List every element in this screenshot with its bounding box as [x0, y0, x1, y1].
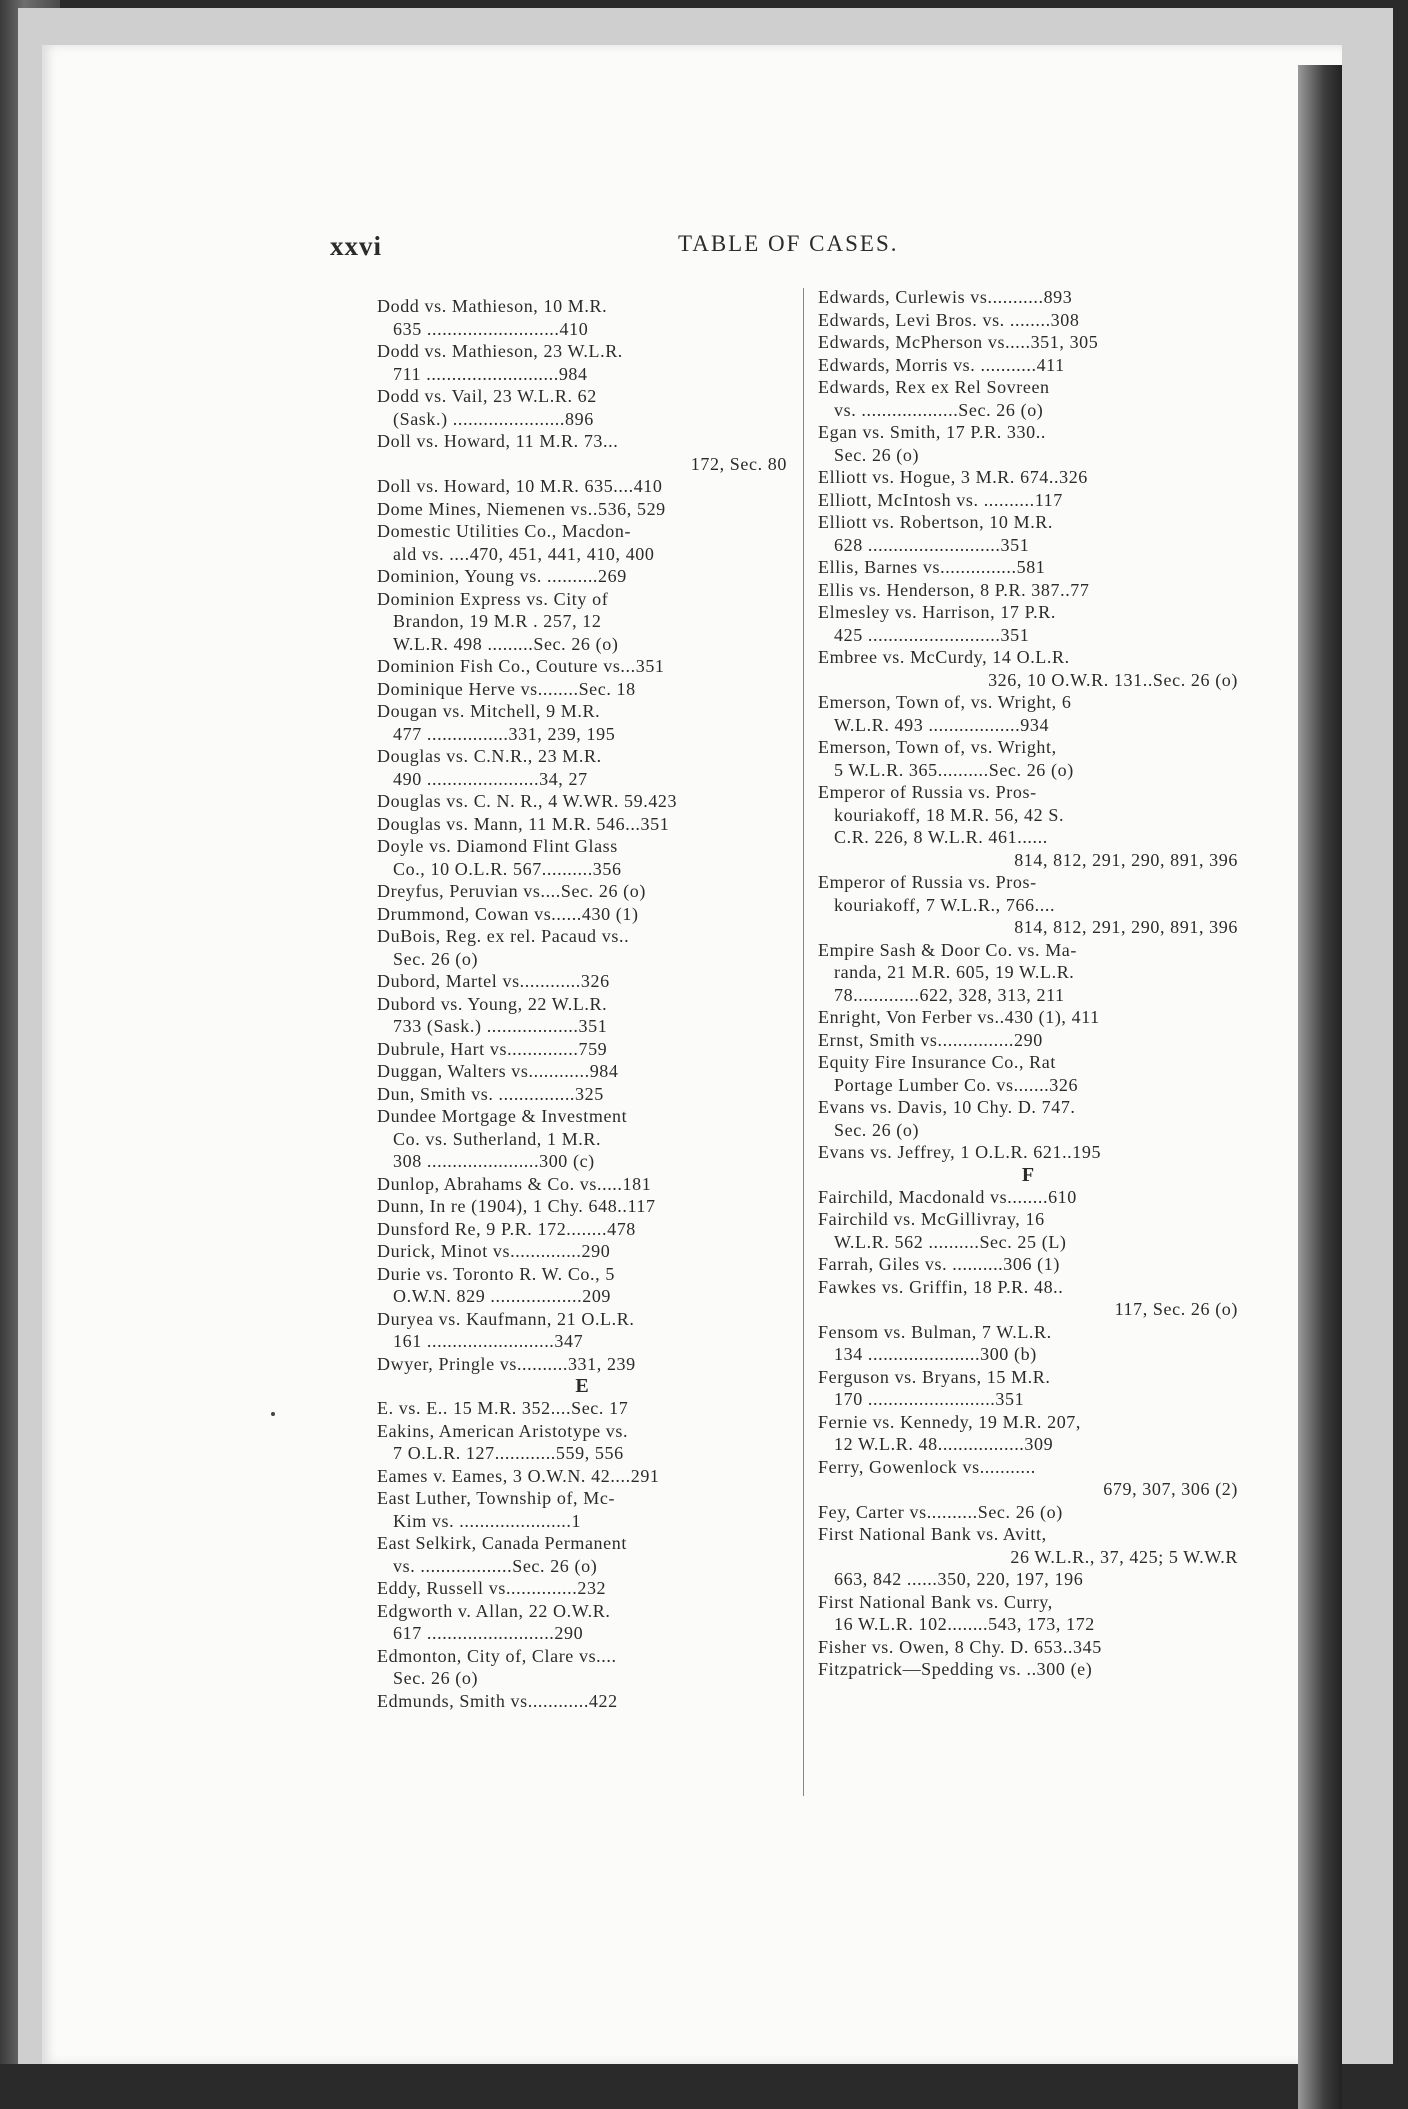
case-entry — [377, 1218, 787, 1241]
case-entry-line: Dun, Smith vs. ...............325 — [377, 1083, 604, 1104]
case-entry — [818, 1208, 1238, 1253]
case-entry-line: 161 .........................347 — [393, 1331, 584, 1351]
case-entry — [377, 1487, 787, 1532]
case-entry — [377, 340, 787, 385]
case-entry — [377, 925, 787, 970]
case-entry-line: Empire Sash & Door Co. vs. Ma- — [818, 939, 1077, 960]
case-entry-line: Dominion Express vs. City of — [377, 588, 609, 609]
case-entry-line: Fairchild vs. McGillivray, 16 — [818, 1209, 1045, 1229]
case-entry — [818, 1253, 1238, 1276]
case-entry-line: Dunsford Re, 9 P.R. 172........478 — [377, 1218, 636, 1239]
case-entry-line: Co., 10 O.L.R. 567..........356 — [393, 858, 622, 879]
case-entry-line: 733 (Sask.) ..................351 — [393, 1016, 608, 1036]
case-entry — [818, 376, 1238, 421]
case-entry-line: Durie vs. Toronto R. W. Co., 5 — [377, 1263, 615, 1284]
case-entry-line: Domestic Utilities Co., Macdon- — [377, 521, 632, 541]
case-entry — [818, 331, 1238, 354]
case-entry-line: 477 ................331, 239, 195 — [393, 723, 616, 744]
case-entry — [818, 556, 1238, 579]
case-entry — [377, 1173, 787, 1196]
case-entry-line: Fey, Carter vs..........Sec. 26 (o) — [818, 1501, 1063, 1522]
case-entry — [818, 601, 1238, 646]
case-entry — [377, 970, 787, 993]
case-entry — [377, 1600, 787, 1645]
case-entry-line: Edwards, Curlewis vs...........893 — [818, 287, 1073, 307]
case-entry — [377, 903, 787, 926]
case-entry — [818, 1096, 1238, 1141]
case-entry — [377, 1397, 787, 1420]
case-entry-line: Dunlop, Abrahams & Co. vs.....181 — [377, 1173, 652, 1194]
case-entry-line: Portage Lumber Co. vs.......326 — [834, 1074, 1079, 1095]
case-entry-line: Edwards, McPherson vs.....351, 305 — [818, 332, 1099, 352]
page-edge — [1298, 65, 1342, 2109]
case-entry — [818, 1456, 1238, 1501]
case-entry-line: Brandon, 19 M.R . 257, 12 — [393, 611, 602, 631]
case-entry — [377, 498, 787, 521]
case-entry-line: 308 ......................300 (c) — [393, 1151, 595, 1171]
case-entry-line: Fitzpatrick—Spedding vs. ..300 (e) — [818, 1659, 1093, 1679]
case-entry-line: Dunn, In re (1904), 1 Chy. 648..117 — [377, 1196, 656, 1216]
case-entry-line: 814, 812, 291, 290, 891, 396 — [1014, 917, 1238, 937]
case-entry-line: 490 ......................34, 27 — [393, 768, 588, 789]
case-entry — [818, 939, 1238, 1007]
case-entry-line: DuBois, Reg. ex rel. Pacaud vs.. — [377, 926, 630, 946]
case-entry — [377, 790, 787, 813]
case-entry — [377, 1083, 787, 1106]
case-entry — [818, 511, 1238, 556]
case-entry — [377, 1060, 787, 1083]
case-entry-line: Ferry, Gowenlock vs........... — [818, 1456, 1036, 1477]
case-entry-line: Emperor of Russia vs. Pros- — [818, 872, 1037, 892]
case-entry — [818, 354, 1238, 377]
case-entry-line: Doyle vs. Diamond Flint Glass — [377, 836, 618, 856]
case-entry-line: 628 ..........................351 — [834, 534, 1030, 555]
case-entry-line: Emerson, Town of, vs. Wright, — [818, 737, 1057, 757]
case-entry-line: Edmunds, Smith vs............422 — [377, 1690, 618, 1711]
case-entry-line: 425 ..........................351 — [834, 624, 1030, 645]
case-entry-line: Embree vs. McCurdy, 14 O.L.R. — [818, 647, 1070, 667]
case-entry-line: Duryea vs. Kaufmann, 21 O.L.R. — [377, 1308, 635, 1329]
case-entry-line: Dominique Herve vs........Sec. 18 — [377, 678, 636, 699]
case-entry — [818, 579, 1238, 602]
case-entry-line: ald vs. ....470, 451, 441, 410, 400 — [393, 543, 655, 564]
case-entry — [818, 1051, 1238, 1096]
case-entry — [377, 993, 787, 1038]
case-entry — [377, 1263, 787, 1308]
case-entry-line: Doll vs. Howard, 11 M.R. 73... — [377, 431, 619, 451]
case-entry — [818, 286, 1238, 309]
case-entry-line: Sec. 26 (o) — [393, 1668, 479, 1688]
case-entry-line: Elmesley vs. Harrison, 17 P.R. — [818, 602, 1056, 622]
case-entry — [818, 1591, 1238, 1636]
case-entry-line: 635 ..........................410 — [393, 318, 589, 339]
case-entry-line: Kim vs. ......................1 — [393, 1510, 582, 1531]
case-entry — [377, 565, 787, 588]
case-entry-line: Fisher vs. Owen, 8 Chy. D. 653..345 — [818, 1636, 1102, 1657]
case-entry-line: vs. ...................Sec. 26 (o) — [834, 399, 1044, 420]
case-entry — [818, 1141, 1238, 1164]
case-entry-line: Ernst, Smith vs...............290 — [818, 1029, 1043, 1050]
case-entry-line: randa, 21 M.R. 605, 19 W.L.R. — [834, 962, 1075, 982]
case-entry — [818, 1276, 1238, 1321]
case-entry — [377, 430, 787, 475]
case-entry-line: 814, 812, 291, 290, 891, 396 — [1014, 849, 1238, 870]
case-entry-line: Ellis vs. Henderson, 8 P.R. 387..77 — [818, 579, 1090, 600]
case-entry — [377, 880, 787, 903]
case-entry — [377, 475, 787, 498]
case-entry-line: Ferguson vs. Bryans, 15 M.R. — [818, 1366, 1051, 1387]
case-entry-line: Dominion, Young vs. ..........269 — [377, 566, 627, 586]
case-entry-line: Dubrule, Hart vs..............759 — [377, 1038, 608, 1059]
case-entry-line: First National Bank vs. Avitt, — [818, 1524, 1047, 1544]
case-entry — [818, 1186, 1238, 1209]
case-entry — [377, 385, 787, 430]
case-entry-line: Fernie vs. Kennedy, 19 M.R. 207, — [818, 1411, 1082, 1432]
case-entry-line: C.R. 226, 8 W.L.R. 461...... — [834, 827, 1048, 847]
case-entry-line: 711 ..........................984 — [393, 363, 588, 384]
case-entry-line: 134 ......................300 (b) — [834, 1344, 1037, 1364]
case-entry — [818, 1366, 1238, 1411]
case-entry — [818, 871, 1238, 939]
case-entry-line: Fairchild, Macdonald vs........610 — [818, 1186, 1077, 1207]
case-entry-line: Douglas vs. Mann, 11 M.R. 546...351 — [377, 813, 670, 834]
case-entry-line: Dubord, Martel vs............326 — [377, 971, 610, 991]
case-entry-line: Evans vs. Davis, 10 Chy. D. 747. — [818, 1097, 1076, 1117]
case-entry — [818, 1523, 1238, 1591]
right-column — [818, 286, 1238, 1681]
case-entry-line: Equity Fire Insurance Co., Rat — [818, 1052, 1056, 1072]
case-entry-line: First National Bank vs. Curry, — [818, 1591, 1053, 1612]
case-entry — [818, 1636, 1238, 1659]
case-entry-line: Emerson, Town of, vs. Wright, 6 — [818, 692, 1072, 712]
case-entry-line: 16 W.L.R. 102........543, 173, 172 — [834, 1614, 1095, 1634]
case-entry-line: 679, 307, 306 (2) — [1103, 1479, 1238, 1499]
left-column — [377, 295, 787, 1712]
case-entry — [377, 520, 787, 565]
case-entry-line: Dubord vs. Young, 22 W.L.R. — [377, 993, 608, 1014]
case-entry-line: Edgworth v. Allan, 22 O.W.R. — [377, 1600, 611, 1621]
case-entry-line: Eames v. Eames, 3 O.W.N. 42....291 — [377, 1465, 660, 1486]
case-entry-line: East Luther, Township of, Mc- — [377, 1488, 616, 1508]
case-entry — [377, 813, 787, 836]
case-entry-line: East Selkirk, Canada Permanent — [377, 1533, 627, 1553]
case-entry-line: Elliott vs. Robertson, 10 M.R. — [818, 512, 1054, 532]
case-entry-line: Dodd vs. Mathieson, 10 M.R. — [377, 296, 608, 316]
case-entry-line: 12 W.L.R. 48.................309 — [834, 1434, 1054, 1454]
case-entry — [377, 835, 787, 880]
case-entry-line: W.L.R. 498 .........Sec. 26 (o) — [393, 633, 619, 654]
case-entry-line: Douglas vs. C. N. R., 4 W.WR. 59.423 — [377, 791, 678, 811]
case-entry — [818, 421, 1238, 466]
case-entry — [377, 1105, 787, 1173]
ink-smudge — [271, 1412, 275, 1416]
case-entry-line: Fensom vs. Bulman, 7 W.L.R. — [818, 1321, 1052, 1342]
case-entry-line: 5 W.L.R. 365..........Sec. 26 (o) — [834, 759, 1074, 780]
case-entry-line: Dodd vs. Vail, 23 W.L.R. 62 — [377, 386, 597, 406]
page-title: TABLE OF CASES. — [678, 231, 899, 256]
case-entry-line: Drummond, Cowan vs......430 (1) — [377, 903, 639, 924]
case-entry-line: Douglas vs. C.N.R., 23 M.R. — [377, 746, 602, 766]
case-entry — [377, 1577, 787, 1600]
case-entry — [377, 1532, 787, 1577]
case-entry-line: Egan vs. Smith, 17 P.R. 330.. — [818, 422, 1046, 442]
case-entry-line: (Sask.) ......................896 — [393, 408, 594, 429]
case-entry-line: Co. vs. Sutherland, 1 M.R. — [393, 1128, 602, 1149]
case-entry-line: Duggan, Walters vs............984 — [377, 1061, 619, 1081]
case-entry-line: Fawkes vs. Griffin, 18 P.R. 48.. — [818, 1276, 1064, 1297]
case-entry — [377, 745, 787, 790]
case-entry-line: Ellis, Barnes vs...............581 — [818, 557, 1046, 577]
case-entry — [377, 1195, 787, 1218]
case-entry — [818, 1411, 1238, 1456]
case-entry — [377, 295, 787, 340]
case-entry-line: 617 .........................290 — [393, 1623, 584, 1643]
section-letter: E — [575, 1375, 589, 1397]
case-entry-line: Enright, Von Ferber vs..430 (1), 411 — [818, 1007, 1100, 1027]
case-entry-line: 26 W.L.R., 37, 425; 5 W.W.R — [1010, 1546, 1238, 1567]
case-entry — [818, 1029, 1238, 1052]
case-entry — [818, 489, 1238, 512]
case-entry — [818, 736, 1238, 781]
case-entry — [818, 646, 1238, 691]
case-entry-line: Dougan vs. Mitchell, 9 M.R. — [377, 701, 601, 721]
case-entry-line: O.W.N. 829 ..................209 — [393, 1286, 612, 1306]
case-entry — [377, 700, 787, 745]
case-entry — [818, 1501, 1238, 1524]
case-entry — [818, 691, 1238, 736]
case-entry-line: 117, Sec. 26 (o) — [1114, 1299, 1238, 1319]
case-entry — [818, 309, 1238, 332]
case-entry-line: Dreyfus, Peruvian vs....Sec. 26 (o) — [377, 881, 646, 901]
case-entry-line: W.L.R. 493 ..................934 — [834, 714, 1050, 735]
case-entry — [377, 678, 787, 701]
case-entry — [377, 1420, 787, 1465]
page-number: xxvi — [330, 231, 383, 261]
case-entry-line: kouriakoff, 7 W.L.R., 766.... — [834, 894, 1056, 915]
case-entry — [377, 1038, 787, 1061]
case-entry — [377, 1240, 787, 1263]
case-entry-line: Farrah, Giles vs. ..........306 (1) — [818, 1254, 1060, 1274]
case-entry — [818, 466, 1238, 489]
case-entry — [818, 1321, 1238, 1366]
case-entry-line: Edwards, Morris vs. ...........411 — [818, 354, 1065, 375]
case-entry-line: Sec. 26 (o) — [834, 444, 920, 465]
case-entry-line: W.L.R. 562 ..........Sec. 25 (L) — [834, 1231, 1067, 1252]
case-entry — [818, 1006, 1238, 1029]
case-entry-line: Eddy, Russell vs..............232 — [377, 1578, 607, 1598]
case-entry-line: 7 O.L.R. 127............559, 556 — [393, 1443, 624, 1463]
section-letter: F — [1021, 1163, 1035, 1186]
case-entry — [377, 1308, 787, 1353]
case-entry-line: Durick, Minot vs..............290 — [377, 1241, 611, 1261]
case-entry-line: 170 .........................351 — [834, 1389, 1025, 1409]
case-entry-line: Elliott, McIntosh vs. ..........117 — [818, 489, 1063, 510]
case-entry — [377, 1353, 787, 1376]
case-entry-line: Evans vs. Jeffrey, 1 O.L.R. 621..195 — [818, 1142, 1102, 1162]
case-entry-line: Edwards, Rex ex Rel Sovreen — [818, 377, 1050, 397]
case-entry — [818, 781, 1238, 871]
case-entry-line: Dome Mines, Niemenen vs..536, 529 — [377, 498, 666, 519]
case-entry-line: Eakins, American Aristotype vs. — [377, 1420, 629, 1441]
case-entry-line: vs. ..................Sec. 26 (o) — [393, 1555, 598, 1576]
case-entry — [377, 1645, 787, 1690]
case-entry-line: 326, 10 O.W.R. 131..Sec. 26 (o) — [988, 669, 1238, 690]
case-entry — [377, 588, 787, 656]
case-entry — [377, 655, 787, 678]
case-entry — [377, 1465, 787, 1488]
case-entry-line: Sec. 26 (o) — [834, 1119, 920, 1140]
case-entry-line: Emperor of Russia vs. Pros- — [818, 782, 1037, 802]
case-entry — [818, 1658, 1238, 1681]
case-entry-line: Dundee Mortgage & Investment — [377, 1106, 628, 1126]
case-entry — [377, 1690, 787, 1713]
case-entry-line: Edwards, Levi Bros. vs. ........308 — [818, 309, 1080, 330]
case-entry-line: Sec. 26 (o) — [393, 948, 479, 969]
case-entry-line: Elliott vs. Hogue, 3 M.R. 674..326 — [818, 467, 1088, 487]
case-entry-line: Dodd vs. Mathieson, 23 W.L.R. — [377, 341, 623, 361]
case-entry-line: kouriakoff, 18 M.R. 56, 42 S. — [834, 804, 1065, 825]
case-entry-line: E. vs. E.. 15 M.R. 352....Sec. 17 — [377, 1398, 629, 1418]
case-entry-line: Dominion Fish Co., Couture vs...351 — [377, 656, 665, 676]
case-entry-line: 78.............622, 328, 313, 211 — [834, 984, 1065, 1005]
case-entry-line: Dwyer, Pringle vs..........331, 239 — [377, 1353, 636, 1374]
case-entry-line: 663, 842 ......350, 220, 197, 196 — [834, 1569, 1084, 1589]
case-entry-line: 172, Sec. 80 — [690, 453, 787, 474]
case-entry-line: Doll vs. Howard, 10 M.R. 635....410 — [377, 476, 663, 496]
case-entry-line: Edmonton, City of, Clare vs.... — [377, 1645, 617, 1666]
column-divider — [803, 288, 804, 1796]
